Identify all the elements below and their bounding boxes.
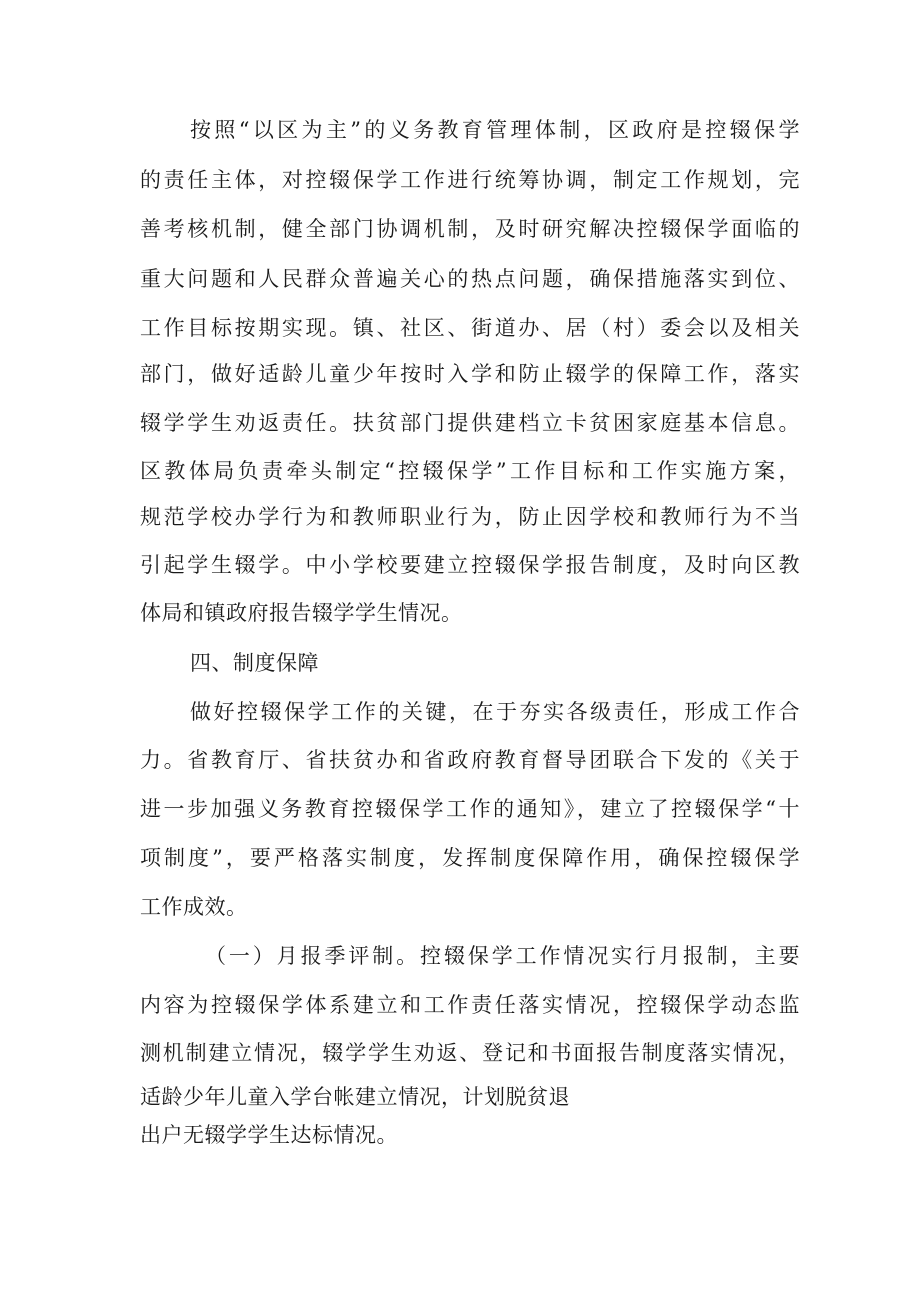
paragraph-1-line-8: 区教体局负责牵头制定“控辍保学”工作目标和工作实施方案，	[140, 459, 800, 483]
paragraph-1-line-6: 部门，做好适龄儿童少年按时入学和防止辍学的保障工作，落实	[140, 362, 800, 386]
paragraph-3-line-5: 出户无辍学学生达标情况。	[140, 1123, 398, 1147]
paragraph-1-line-1: 按照“以区为主”的义务教育管理体制，区政府是控辍保学	[190, 118, 800, 142]
paragraph-3-line-4: 适龄少年儿童入学台帐建立情况，计划脱贫退	[140, 1085, 570, 1109]
paragraph-2-line-3: 进一步加强义务教育控辍保学工作的通知》，建立了控辍保学“十	[140, 797, 800, 821]
paragraph-2-line-4: 项制度”，要严格落实制度，发挥制度保障作用，确保控辍保学	[140, 846, 800, 870]
paragraph-2-line-1: 做好控辍保学工作的关键，在于夯实各级责任，形成工作合	[190, 700, 800, 724]
paragraph-1-line-9: 规范学校办学行为和教师职业行为，防止因学校和教师行为不当	[140, 505, 800, 529]
paragraph-1-line-11: 体局和镇政府报告辍学学生情况。	[140, 601, 463, 625]
paragraph-1-line-7: 辍学学生劝返责任。扶贫部门提供建档立卡贫困家庭基本信息。	[140, 411, 800, 435]
paragraph-2-line-5: 工作成效。	[140, 895, 248, 919]
paragraph-2-line-2: 力。省教育厅、省扶贫办和省政府教育督导团联合下发的《关于	[140, 748, 800, 772]
paragraph-1-line-4: 重大问题和人民群众普遍关心的热点问题，确保措施落实到位、	[140, 267, 800, 291]
paragraph-1-line-3: 善考核机制，健全部门协调机制，及时研究解决控辍保学面临的	[140, 217, 800, 241]
section-heading-4: 四、制度保障	[190, 651, 319, 675]
paragraph-1-line-10: 引起学生辍学。中小学校要建立控辍保学报告制度，及时向区教	[140, 553, 800, 577]
paragraph-3-line-3: 测机制建立情况，辍学学生劝返、登记和书面报告制度落实情况，	[140, 1041, 800, 1065]
paragraph-1-line-2: 的责任主体，对控辍保学工作进行统筹协调，制定工作规划，完	[140, 168, 800, 192]
paragraph-1-line-5: 工作目标按期实现。镇、社区、街道办、居（村）委会以及相关	[140, 316, 800, 340]
paragraph-3-line-1: （一）月报季评制。控辍保学工作情况实行月报制，主要	[205, 944, 800, 968]
paragraph-3-line-2: 内容为控辍保学体系建立和工作责任落实情况，控辍保学动态监	[140, 993, 800, 1017]
